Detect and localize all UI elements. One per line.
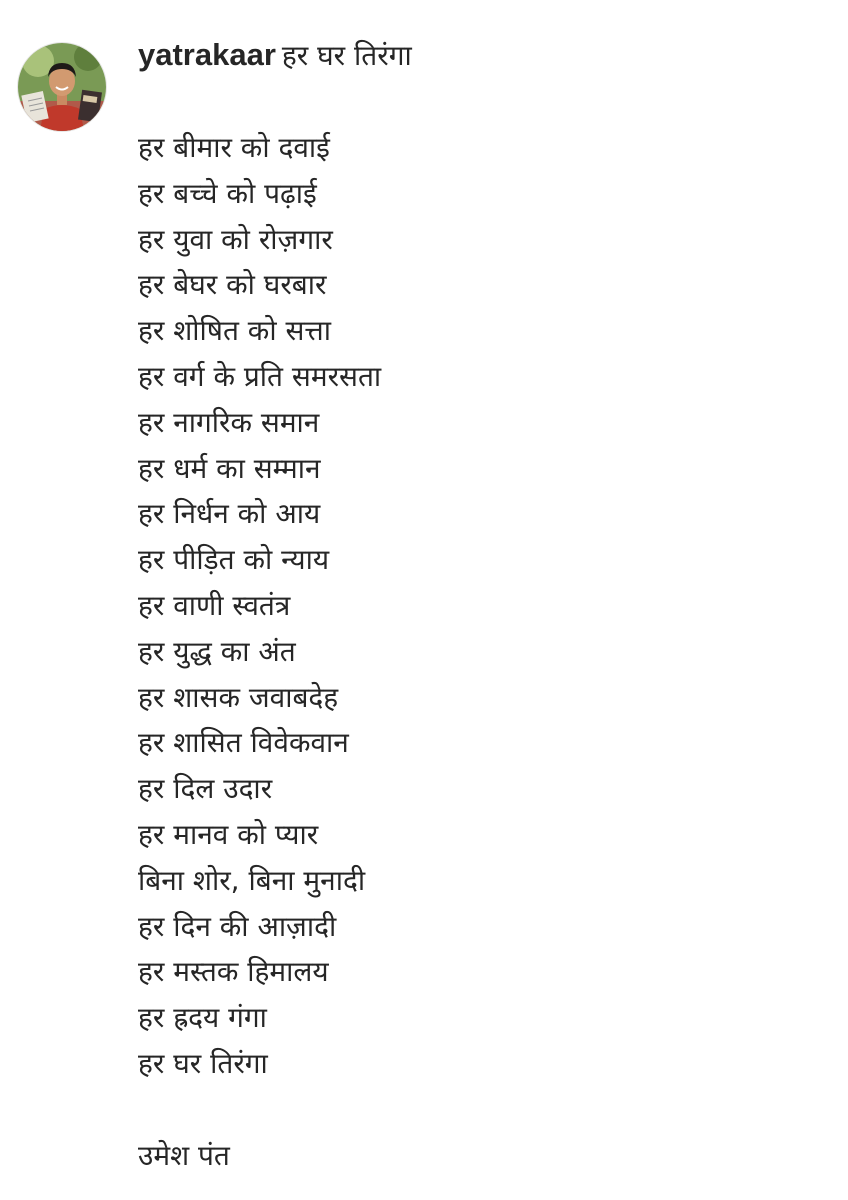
- poem: [138, 125, 828, 1087]
- post-title: हर घर तिरंगा: [281, 39, 412, 72]
- caption: [138, 32, 828, 1179]
- poem-line: हर घर तिरंगा: [138, 1046, 268, 1080]
- username-link[interactable]: yatrakaar: [138, 37, 276, 72]
- poem-line: हर युद्ध का अंत: [138, 634, 296, 668]
- poem-line: हर निर्धन को आय: [138, 497, 321, 531]
- poem-line: हर मानव को प्यार: [138, 817, 319, 851]
- poem-line: हर शासक जवाबदेह: [138, 680, 339, 714]
- poem-line: हर दिन की आज़ादी: [138, 909, 337, 943]
- profile-photo-icon: [18, 43, 106, 131]
- poem-line: हर वाणी स्वतंत्र: [138, 588, 291, 622]
- poem-line: हर वर्ग के प्रति समरसता: [138, 359, 382, 393]
- poem-line: हर बीमार को दवाई: [138, 131, 330, 164]
- poem-line: हर नागरिक समान: [138, 405, 320, 439]
- poem-line: हर बेघर को घरबार: [138, 268, 327, 302]
- poem-line: हर धर्म का सम्मान: [138, 451, 321, 485]
- poem-line: हर बच्चे को पढ़ाई: [138, 176, 317, 210]
- author-signature: उमेश पंत: [138, 1138, 230, 1172]
- poem-line: हर मस्तक हिमालय: [138, 955, 329, 989]
- poem-line: हर शोषित को सत्ता: [138, 314, 331, 348]
- poem-line: हर पीड़ित को न्याय: [138, 543, 330, 577]
- caption-header: [138, 32, 828, 79]
- avatar[interactable]: [18, 43, 106, 131]
- poem-line: हर युवा को रोज़गार: [138, 222, 333, 256]
- poem-line: हर दिल उदार: [138, 772, 273, 806]
- poem-line: हर शासित विवेकवान: [138, 726, 349, 760]
- poem-line: हर ह्रदय गंगा: [138, 1001, 267, 1035]
- poem-line: बिना शोर, बिना मुनादी: [138, 863, 366, 897]
